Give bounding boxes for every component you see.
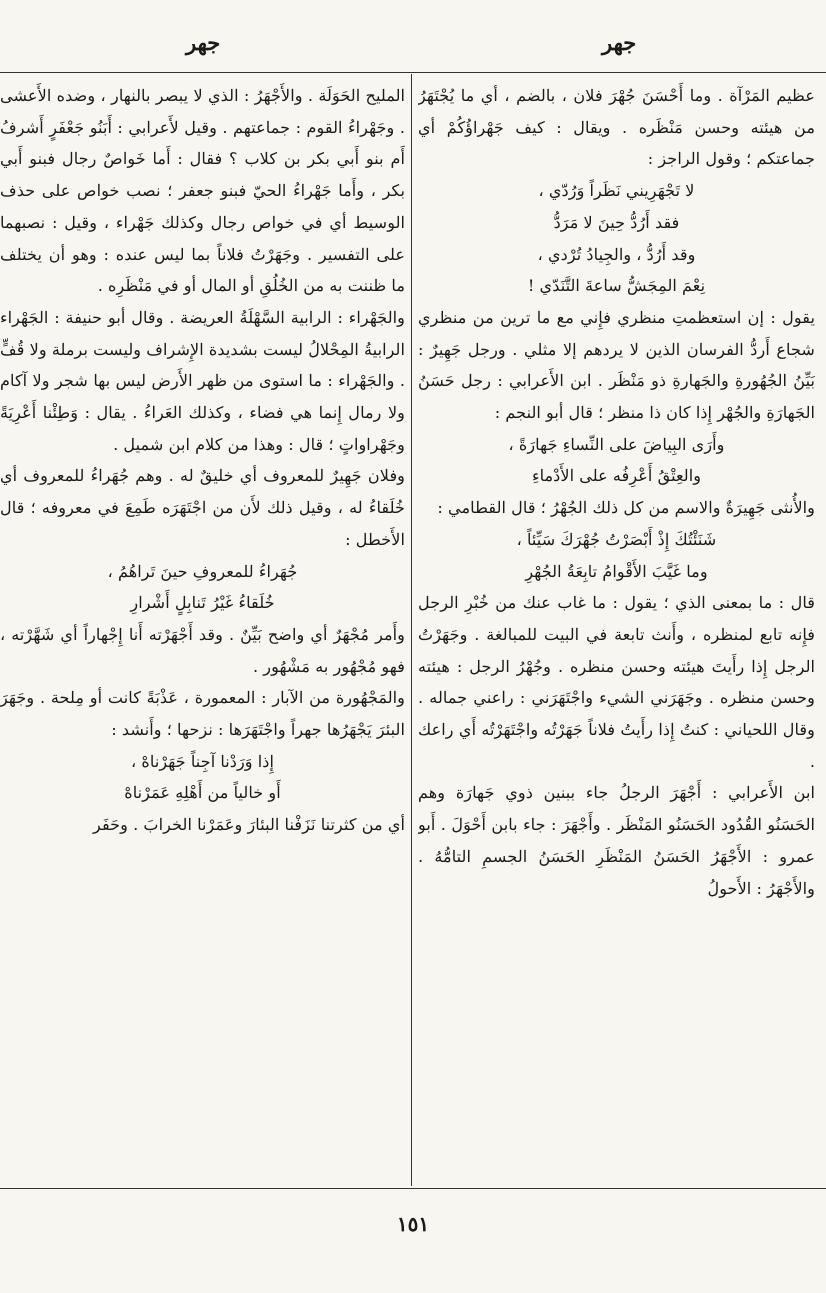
column-divider [411, 74, 412, 1186]
verse-line: أَو خالياً من أَهْلِهِ عَمَرْناهْ [124, 783, 281, 803]
header-rule [0, 72, 826, 73]
page-number: ١٥١ [396, 1212, 430, 1236]
verse-line: وقد أَرُدُّ ، والجِيادُ تُرْدي ، [537, 244, 696, 264]
verse-line: شَنَئْتُكَ إِذْ أَبْصَرْتُ جُهْرَكَ سَيِّئاً ، [516, 529, 717, 549]
entry-paragraph: عظيم المَرْآة . وما أَحْسَنَ جُهْرَ فلان ، بالضم ، أي ما يُجْتَهَرُ من هيئته وحسن مَنْظَره . ويقال : كيف جَهْراؤُكُمْ أي جماعتكم ؛ وقول الراجز : [418, 86, 815, 169]
entry-paragraph: ابن الأَعرابي : أَجْهَرَ الرجلُ جاء ببنين ذوي جَهارَة وهم الحَسَنُو القُدُود الحَسَنُو المَنْظَر . وأَجْهَرَ : جاء بابن أَحْوَلَ . أَبو عمرو : الأَجْهَرُ الحَسَنُ المَنْظَرِ الحَسَنُ الجسمِ التامُّهُ . والأَجْهَرُ : الأَحولُ [418, 783, 815, 898]
right-column [418, 80, 815, 1185]
entry-paragraph: أي من كثرتنا نَزَفْنا البئارَ وعَمَرْنا الخرابَ . وحَفَر [93, 815, 405, 835]
entry-paragraph: يقول : إن استعظمتِ منظري فإِني مع ما ترين من منظري شجاع أَردُّ الفرسان الذين لا يردهم إلا مثلي . ورجل جَهِيرٌ : بَيِّنُ الجُهُورةِ والجَهارةِ ذو مَنْظَر . ابن الأَعرابي : رجل حَسَنُ الجَهارَةِ والجُهْر إِذا كان ذا منظر ؛ قال أبو النجم : [418, 307, 815, 423]
verse-line: والعِتْقُ أَعْرِفُه على الأَدْماءِ [531, 466, 702, 486]
verse-line: وما غَيَّبَ الأَقْوامُ تابِعَةُ الجُهْرِ [525, 561, 708, 581]
verse-line: خُلَقاءُ غَيْرُ تَنابِلٍ أَشْرارِ [130, 593, 275, 613]
entry-paragraph: والمَجْهُورة من الآبار : المعمورة ، عَذْبَةً كانت أو مِلحة . وجَهَرَ البئرَ يَجْهَرُها جهراً واجْتَهَرَها : نزحها ؛ وأَنشد : [0, 688, 405, 740]
verse-line: نِعْمَ المِجَشُّ ساعةَ التَّنَدّي ! [527, 276, 706, 296]
entry-paragraph: المليح الحَوَلَة . والأَجْهَرُ : الذي لا يبصر بالنهار ، وضده الأَعشى . وجَهْراءُ القوم : جماعتهم . وقيل لأَعرابي : أَبَنُو جَعْفَرٍ أَشرفُ أَم بنو أَبي بكر بن كلاب ؟ فقال : أَما خَواصٌ رجال فبنو أَبي بكر ، وأَما جَهْراءُ الحيّ فبنو جعفر ؛ نصب خواص على حذف الوسيط أي في خواص رجال وكذلك جَهْراء ، وقيل : نصبهما على التفسير . وجَهَرْتُ فلاناً بما ليس عنده : وهو أن يختلف ما ظننت به من الخُلُقِ أو المال أو في مَنْظَرِه . [0, 86, 405, 296]
entry-paragraph: والجَهْراء : الرابية السَّهْلَةُ العريضة . وقال أبو حنيفة : الجَهْراء الرابيةُ المِحْلالُ ليست بشديدة الإِشراف وليست برملة ولا قُفٍّ . والجَهْراء : ما استوى من ظهر الأَرض ليس بها شجر ولا آكام ولا رمال إِنما هي فضاء ، وكذلك العَراءُ . يقال : وَطِئْنا أَعْرِيَةً وجَهْراواتٍ ؛ قال : وهذا من كلام ابن شميل . [0, 307, 405, 454]
verse-line: إِذا وَرَدْنا آجِناً جَهَرْناهْ ، [131, 751, 274, 771]
entry-paragraph: والأُنثى جَهِيرَةٌ والاسم من كل ذلك الجُهْرُ ؛ قال القطامي : [437, 498, 815, 518]
verse-line: لا تَجْهَرِيني نَظَراً وَرُدّي ، [538, 181, 695, 201]
footer-rule [0, 1188, 826, 1189]
verse-line: فقد أَرُدُّ حِينَ لا مَرَدُّ [553, 212, 680, 232]
left-column [0, 80, 405, 1185]
verse-line: وأَرَى البِياضَ على النِّساءِ جَهارَةً ، [508, 434, 725, 454]
entry-paragraph: وفلان جَهِيرٌ للمعروف أي خليقٌ له . وهم جُهَراءُ للمعروف أي خُلَقاءُ له ، وقيل ذلك لأَن من اجْتَهَرَه طَمِعَ في معروفه ؛ قال الأَخطل : [0, 466, 405, 549]
entry-paragraph: قال : ما بمعنى الذي ؛ يقول : ما غاب عنك من خُبْرِ الرجل فإِنه تابع لمنظره ، وأَنث تابعة في البيت للمبالغة . وجَهَرْتُ الرجل إِذا رأَيتَ هيئته وحسن منظره . وجُهْرُ الرجل : هيئته وحسن منظره . وجَهَرَني الشيء واجْتَهَرَني : راعني جماله . وقال اللحياني : كنتُ إِذا رأَيتُ فلاناً جَهَرْتُه واجْتَهَرْتُه أَي راعك . [418, 593, 815, 771]
running-header-right: جهر [602, 30, 637, 55]
running-header-left: جهر [186, 30, 221, 55]
entry-paragraph: وأَمر مُجْهَرٌ أي واضح بَيِّنٌ . وقد أَجْهَرْته أَنا إِجْهاراً أي شَهَّرْته ، فهو مُجْهُور به مَشْهُور . [0, 624, 405, 676]
verse-line: جُهَراءُ للمعروفِ حينَ تَراهُمُ ، [107, 561, 298, 581]
